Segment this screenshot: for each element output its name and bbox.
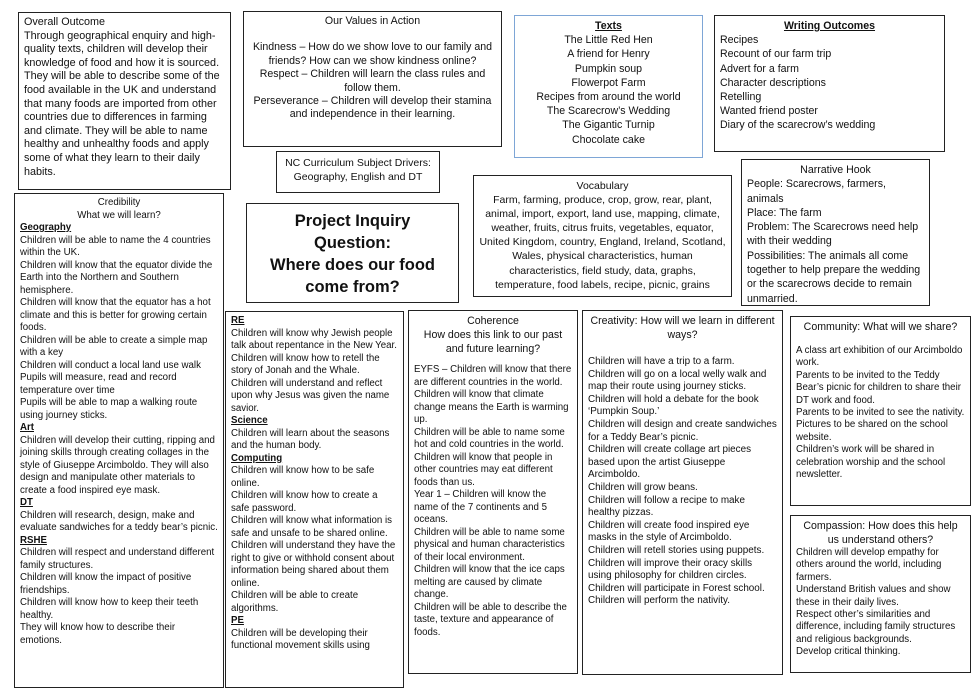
vocabulary-box [473,175,732,297]
text-item: The Little Red Hen [564,34,653,47]
community-line: Children’s work will be shared in celebration worship and the school newsletter. [796,444,946,481]
text-item: The Gigantic Turnip [562,119,655,132]
writing-outcome-item: Character descriptions [720,76,826,89]
creativity-box [582,310,783,675]
art-line: Children will develop their cutting, ripping and joining skills through creating collages in the style of Giuseppe Arcimboldo. They will also design and manipulate other materials to create a food inspired eye mask. [20,434,215,496]
coherence-title: Coherence [467,315,519,327]
creativity-line: Children will go on a local welly walk and map their route using journey sticks. [588,368,767,393]
compassion-line: Children will develop empathy for others around the world, including farmers. [796,547,942,583]
values-kindness: Kindness – How do we show love to our family and friends? How can we show kindness online? [252,41,493,67]
inquiry-question-line: come from? [305,278,400,296]
writing-outcome-item: Advert for a farm [720,62,799,75]
values-title: Our Values in Action [324,15,421,27]
dt-line: Children will research, design, make and evaluate sandwiches for a teddy bear’s picnic. [20,509,218,533]
texts-title: Texts [595,20,622,32]
writing-outcomes-title: Writing Outcomes [783,20,876,32]
creativity-line: Children will grow beans. [588,481,698,493]
compassion-line: Develop critical thinking. [796,646,901,658]
geography-line: Children will know that the equator has a hot climate and this is better for growing certain foods. [20,297,211,333]
creativity-line: Children will perform the nativity. [588,595,730,607]
rshe-line: Children will know the impact of positive friendships. [20,572,192,596]
community-line: A class art exhibition of our Arcimboldo work. [796,345,963,369]
writing-outcomes-box [714,15,945,152]
rshe-heading: RSHE [20,534,47,546]
narrative-hook-title: Narrative Hook [800,164,871,176]
computing-line: Children will be able to create algorithms. [231,590,359,614]
narrative-hook-box [741,159,930,306]
writing-outcome-item: Retelling [720,91,762,104]
coherence-year1-line: Year 1 – Children will know the name of the 7 continents and 5 oceans. [414,489,548,525]
computing-line: Children will know how to create a safe password. [231,490,378,514]
narrative-hook-possibilities: Possibilities: The animals all come together to help prepare the wedding or the scarecrows decide to remain unmarried. [747,249,921,305]
texts-box [514,15,703,158]
creativity-title: Creativity: How will we learn in different ways? [590,315,775,341]
creativity-line: Children will retell stories using puppets. [588,544,765,556]
text-item: Chocolate cake [571,133,646,146]
geography-line: Children will be able to name the 4 countries within the UK. [20,234,211,258]
coherence-year1-line: Children will be able to name some physical and human characteristics of their local environment. [414,526,565,563]
compassion-subtitle: us understand others? [827,534,934,546]
computing-line: Children will know how to be safe online. [231,465,375,489]
re-heading: RE [231,315,245,326]
coherence-subtitle: How does this link to our past and future learning? [423,329,563,355]
coherence-eyfs-line: EYFS – Children will know that there are different countries in the world. [414,364,572,388]
community-line: Pictures to be shared on the school website. [796,419,948,443]
geography-line: Pupils will be able to map a walking route using journey sticks. [20,397,198,421]
community-box [790,316,971,506]
narrative-hook-place: Place: The farm [747,206,822,219]
nc-drivers-box [276,151,440,193]
science-line: Children will learn about the seasons and the human body. [231,427,390,451]
inquiry-question-box [246,203,459,303]
nc-drivers-subjects: Geography, English and DT [293,171,423,183]
compassion-line: Respect other’s similarities and difference, including family structures and religious backgrounds. [796,609,956,645]
computing-line: Children will know what information is safe and unsafe to be shared online. [231,515,392,539]
inquiry-question-line: Question: [314,234,391,252]
text-item: The Scarecrow’s Wedding [546,105,671,118]
geography-line: Children will conduct a local land use walk [20,359,201,371]
creativity-line: Children will hold a debate for the book ‘Pumpkin Soup.’ [588,393,759,418]
credibility-subtitle: What we will learn? [77,209,161,221]
vocabulary-text: Farm, farming, produce, crop, grow, rear, plant, animal, import, export, land use, mapping, climate, weather, fruits, citrus fruits, vegetables, equator, United Kingdom, country, England, Ireland, Scotland, Wales, physical characteristics, human characteristics, field study, data, graphs, temperature, food labels, recipe, picnic, grains [479,194,726,291]
computing-line: Children will understand they have the right to give or withhold consent about information being shared about them online. [231,540,396,589]
inquiry-question-line: Where does our food [270,256,435,274]
re-line: Children will understand and reflect upon why Jesus was given the name savior. [231,377,390,414]
creativity-line: Children will improve their oracy skills using philosophy for children circles. [588,557,753,582]
subjects-box [225,311,404,688]
values-respect: Respect – Children will learn the class rules and follow them. [259,68,486,94]
nc-drivers-label: NC Curriculum Subject Drivers: [285,157,431,169]
text-item: A friend for Henry [567,48,650,61]
art-heading: Art [20,422,34,433]
compassion-box [790,515,971,673]
overall-outcome-box [18,12,231,190]
writing-outcome-item: Wanted friend poster [720,105,818,118]
community-title: Community: What will we share? [803,321,958,333]
coherence-box [408,310,578,674]
rshe-line: Children will respect and understand different family structures. [20,547,215,571]
text-item: Recipes from around the world [536,91,681,104]
creativity-line: Children will have a trip to a farm. [588,356,735,367]
pe-line: Children will be developing their functional movement skills using [231,627,370,651]
coherence-eyfs-line: Children will know that climate change means the Earth is warming up. [414,389,569,425]
geography-line: Pupils will measure, read and record temperature over time [20,372,177,396]
pe-heading: PE [231,615,244,626]
rshe-line: Children will know how to keep their teeth healthy. [20,597,199,621]
creativity-line: Children will create collage art pieces based upon the artist Giuseppe Arcimboldo. [588,444,752,481]
writing-outcome-item: Recipes [720,34,759,47]
creativity-line: Children will participate in Forest school. [588,582,765,594]
compassion-line: Understand British values and show these in their daily lives. [796,584,951,608]
text-item: Flowerpot Farm [571,76,646,89]
writing-outcome-item: Recount of our farm trip [720,48,832,61]
geography-heading: Geography [20,222,72,233]
creativity-line: Children will design and create sandwiches for a Teddy Bear’s picnic. [588,418,777,443]
credibility-box [14,193,224,688]
science-heading: Science [231,415,268,426]
computing-heading: Computing [231,452,283,464]
community-line: Parents to be invited to see the nativity. [796,407,965,419]
coherence-eyfs-line: Children will be able to name some hot and cold countries in the world. [414,426,565,450]
values-perseverance: Perseverance – Children will develop their stamina and independence in their learning. [253,95,492,121]
geography-line: Children will know that the equator divide the Earth into the Northern and Southern hemisphere. [20,259,213,296]
narrative-hook-problem: Problem: The Scarecrows need help with their wedding [747,221,919,248]
community-line: Parents to be invited to the Teddy Bear’s picnic for children to share their DT work and food. [796,369,961,406]
writing-outcome-item: Diary of the scarecrow’s wedding [720,119,876,132]
credibility-title: Credibility [97,197,141,208]
overall-outcome-title: Overall Outcome [24,16,106,28]
dt-heading: DT [20,497,33,508]
vocabulary-title: Vocabulary [576,180,629,192]
geography-line: Children will be able to create a simple map with a key [20,334,208,358]
re-line: Children will know how to retell the story of Jonah and the Whale. [231,352,380,376]
overall-outcome-text: Through geographical enquiry and high-quality texts, children will develop their knowledge of food and how it is sourced. They will be able to describe some of the food available in the UK and understand that many foods are imported from other countries due to differences in farming and climate. They will be able to name healthy and unhealthy foods and apply some of what they learn to their daily habits. [24,29,220,178]
coherence-year1-line: Children will know that the ice caps melting are caused by climate change. [414,564,565,600]
creativity-line: Children will follow a recipe to make healthy pizzas. [588,494,745,519]
values-box [243,11,502,147]
creativity-line: Children will create food inspired eye masks in the style of Arcimboldo. [588,519,750,544]
re-line: Children will know why Jewish people talk about repentance in the New Year. [231,327,397,351]
narrative-hook-people: People: Scarecrows, farmers, animals [747,178,886,205]
text-item: Pumpkin soup [574,62,643,75]
compassion-title: Compassion: How does this help [803,520,958,532]
rshe-line: They will know how to describe their emotions. [20,622,176,646]
coherence-eyfs-line: Children will know that people in other countries may eat different foods than us. [414,451,553,488]
coherence-year1-line: Children will be able to describe the taste, texture and appearance of foods. [414,601,567,638]
inquiry-question-line: Project Inquiry [294,212,411,230]
